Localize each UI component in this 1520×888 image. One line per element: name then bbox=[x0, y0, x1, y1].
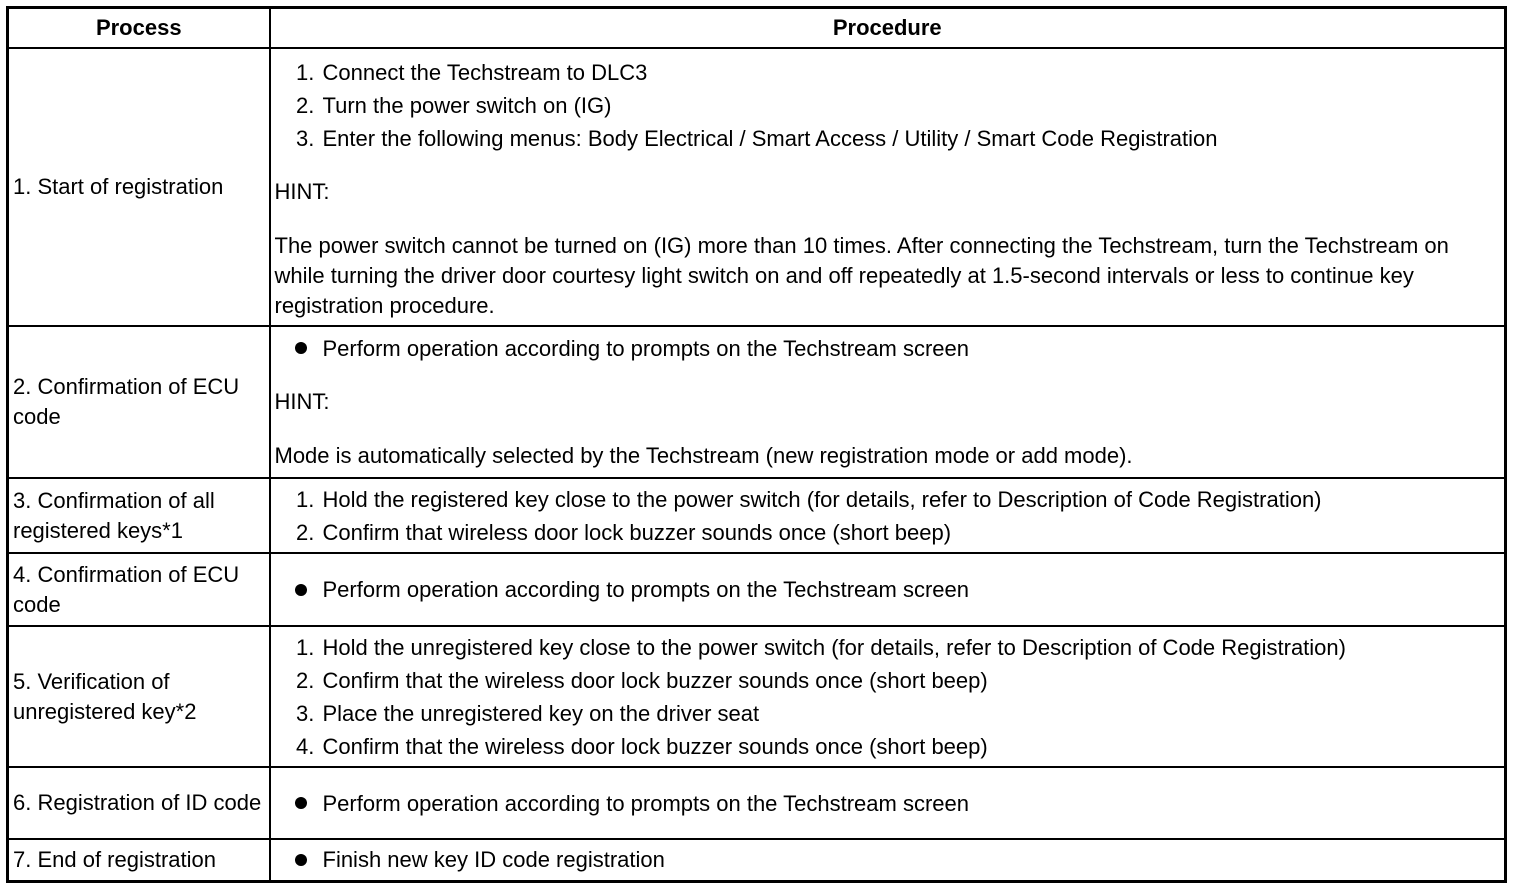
procedure-cell bbox=[270, 767, 1506, 839]
process-cell: 4. Confirmation of ECU code bbox=[8, 553, 270, 626]
list-item: 1. Hold the unregistered key close to the power switch (for details, refer to Description of Code Registration) bbox=[296, 634, 1346, 660]
list-item: 4. Confirm that the wireless door lock buzzer sounds once (short beep) bbox=[296, 733, 988, 759]
list-item: Perform operation according to prompts on the Techstream screen bbox=[275, 787, 1501, 820]
process-cell: 2. Confirmation of ECU code bbox=[8, 326, 270, 478]
process-cell: 5. Verification of unregistered key*2 bbox=[8, 626, 270, 767]
bullet-icon bbox=[275, 573, 323, 606]
table-row bbox=[8, 839, 1506, 881]
table-row bbox=[8, 553, 1506, 626]
table-row bbox=[8, 48, 1506, 326]
hint-text: The power switch cannot be turned on (IG) more than 10 times. After connecting the Techstream, turn the Techstream on while turning the driver door courtesy light switch on and off repeatedly at 1.5-second intervals or less to continue key registration procedure. bbox=[274, 232, 1449, 318]
list-item: 1. Hold the registered key close to the power switch (for details, refer to Description of Code Registration) bbox=[296, 486, 1322, 512]
table-row bbox=[8, 626, 1506, 767]
list-item: 3. Enter the following menus: Body Electrical / Smart Access / Utility / Smart Code Registration bbox=[296, 125, 1218, 151]
procedure-cell bbox=[270, 839, 1506, 881]
procedure-cell bbox=[270, 326, 1506, 478]
process-cell: 3. Confirmation of all registered keys*1 bbox=[8, 478, 270, 553]
list-item: Perform operation according to prompts on the Techstream screen bbox=[275, 573, 1501, 606]
list-item: 3. Place the unregistered key on the driver seat bbox=[296, 700, 760, 726]
procedure-cell bbox=[270, 626, 1506, 767]
process-cell: 1. Start of registration bbox=[8, 48, 270, 326]
list-item: 1. Connect the Techstream to DLC3 bbox=[296, 59, 648, 85]
process-cell: 7. End of registration bbox=[8, 839, 270, 881]
bullet-icon bbox=[275, 843, 323, 876]
hint-label: HINT: bbox=[274, 178, 330, 204]
list-item: Finish new key ID code registration bbox=[275, 843, 1501, 876]
step-list bbox=[275, 631, 1501, 763]
header-procedure: Procedure bbox=[270, 8, 1506, 49]
step-list bbox=[275, 483, 1501, 549]
hint-label: HINT: bbox=[274, 388, 330, 414]
procedure-table bbox=[6, 6, 1507, 883]
table-row bbox=[8, 326, 1506, 478]
hint-text: Mode is automatically selected by the Techstream (new registration mode or add mode). bbox=[274, 442, 1133, 468]
list-item: Perform operation according to prompts on the Techstream screen bbox=[275, 332, 1501, 365]
bullet-icon bbox=[275, 332, 323, 365]
table-row bbox=[8, 767, 1506, 839]
list-item: 2. Turn the power switch on (IG) bbox=[296, 92, 612, 118]
procedure-cell bbox=[270, 553, 1506, 626]
header-row bbox=[8, 8, 1506, 49]
process-cell: 6. Registration of ID code bbox=[8, 767, 270, 839]
header-process: Process bbox=[8, 8, 270, 49]
table-row bbox=[8, 478, 1506, 553]
bullet-icon bbox=[275, 787, 323, 820]
procedure-cell bbox=[270, 478, 1506, 553]
list-item: 2. Confirm that wireless door lock buzzer sounds once (short beep) bbox=[296, 519, 952, 545]
list-item: 2. Confirm that the wireless door lock buzzer sounds once (short beep) bbox=[296, 667, 988, 693]
step-list bbox=[275, 56, 1501, 155]
procedure-cell bbox=[270, 48, 1506, 326]
